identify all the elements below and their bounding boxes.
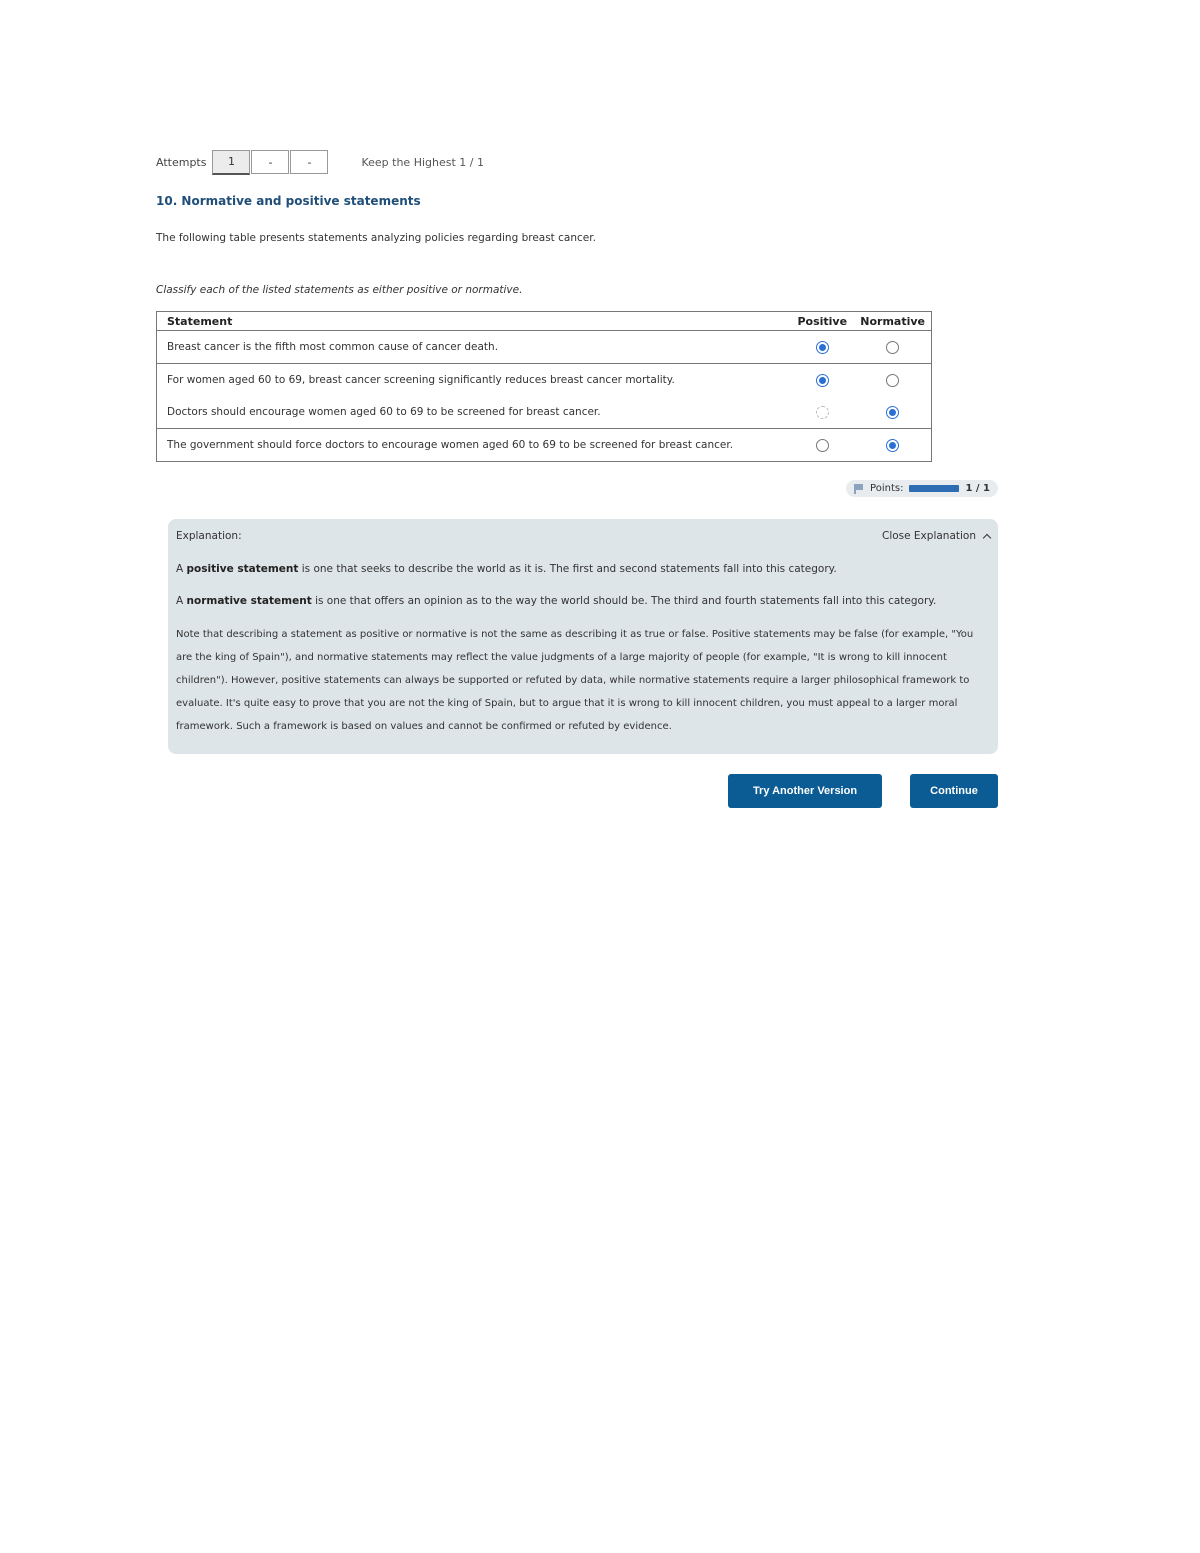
- attempt-box-2[interactable]: -: [251, 150, 289, 174]
- statement-text: Breast cancer is the fifth most common cause of cancer death.: [157, 331, 791, 364]
- statement-text: Doctors should encourage women aged 60 to 69 to be screened for breast cancer.: [157, 396, 791, 429]
- table-row: [157, 331, 932, 364]
- keep-highest-score: 1 / 1: [459, 155, 484, 169]
- explanation-panel: [168, 519, 998, 754]
- header-statement: Statement: [157, 312, 791, 331]
- normative-radio[interactable]: [886, 406, 899, 419]
- header-positive: Positive: [790, 312, 854, 331]
- question-title: 10. Normative and positive statements: [156, 194, 421, 208]
- positive-radio[interactable]: [816, 341, 829, 354]
- positive-term: positive statement: [186, 563, 299, 575]
- attempt-box-3[interactable]: -: [290, 150, 328, 174]
- chevron-up-icon: [983, 533, 991, 541]
- explanation-text: is one that offers an opinion as to the way the world should be. The third and fourth statements fall into this category.: [315, 595, 937, 607]
- header-normative: Normative: [854, 312, 931, 331]
- action-buttons: [156, 774, 998, 808]
- attempts-label: Attempts: [156, 155, 207, 169]
- points-badge: [846, 480, 998, 497]
- table-row: [157, 396, 932, 429]
- statement-text: For women aged 60 to 69, breast cancer screening significantly reduces breast cancer mortality.: [167, 374, 675, 386]
- explanation-positive: [176, 561, 990, 577]
- points-progress-bar: [909, 485, 959, 492]
- normative-radio[interactable]: [886, 374, 899, 387]
- close-explanation-label: Close Explanation: [881, 530, 976, 542]
- explanation-prefix: A: [176, 563, 184, 575]
- explanation-title: Explanation:: [176, 530, 242, 542]
- points-label: Points:: [870, 483, 904, 494]
- table-row: [157, 364, 932, 397]
- normative-term: normative statement: [186, 595, 312, 607]
- positive-radio[interactable]: [816, 439, 829, 452]
- question-instruction: Classify each of the listed statements as either positive or normative.: [156, 284, 523, 296]
- normative-radio[interactable]: [886, 341, 899, 354]
- statement-text: The government should force doctors to encourage women aged 60 to 69 to be screened for breast cancer.: [167, 439, 734, 451]
- positive-radio[interactable]: [816, 406, 829, 419]
- close-explanation-button[interactable]: [882, 530, 990, 542]
- normative-radio[interactable]: [886, 439, 899, 452]
- explanation-text: is one that seeks to describe the world as it is. The first and second statements fall into this category.: [301, 563, 837, 575]
- continue-button[interactable]: Continue: [910, 774, 998, 808]
- points-row: [156, 480, 998, 497]
- keep-highest-label: Keep the Highest: [361, 155, 456, 169]
- points-score: 1 / 1: [965, 483, 990, 494]
- statements-table: [156, 311, 932, 462]
- try-another-version-button[interactable]: Try Another Version: [728, 774, 882, 808]
- attempt-box-1[interactable]: 1: [212, 150, 250, 175]
- keep-highest-text: [361, 156, 484, 169]
- question-intro: The following table presents statements analyzing policies regarding breast cancer.: [156, 232, 596, 244]
- assignment-page: [156, 150, 998, 808]
- flag-icon: [854, 484, 864, 494]
- attempts-row: [156, 150, 998, 174]
- table-row: [157, 429, 932, 462]
- positive-radio[interactable]: [816, 374, 829, 387]
- points-progress-fill: [909, 485, 959, 492]
- explanation-note: Note that describing a statement as positive or normative is not the same as describing it as true or false. Positive statements may be false (for example, "You are the king of Spain"), and normative statements may reflect the value judgments of a large majority of people (for example, "It is wrong to kill innocent children"). However, positive statements can always be supported or refuted by data, while normative statements require a larger philosophical framework to evaluate. It's quite easy to prove that you are not the king of Spain, but to argue that it is wrong to kill innocent children, you must appeal to a larger moral framework. Such a framework is based on values and cannot be confirmed or refuted by evidence.: [176, 629, 974, 732]
- explanation-normative: [176, 593, 990, 609]
- explanation-prefix: A: [176, 595, 184, 607]
- explanation-header: [176, 527, 990, 545]
